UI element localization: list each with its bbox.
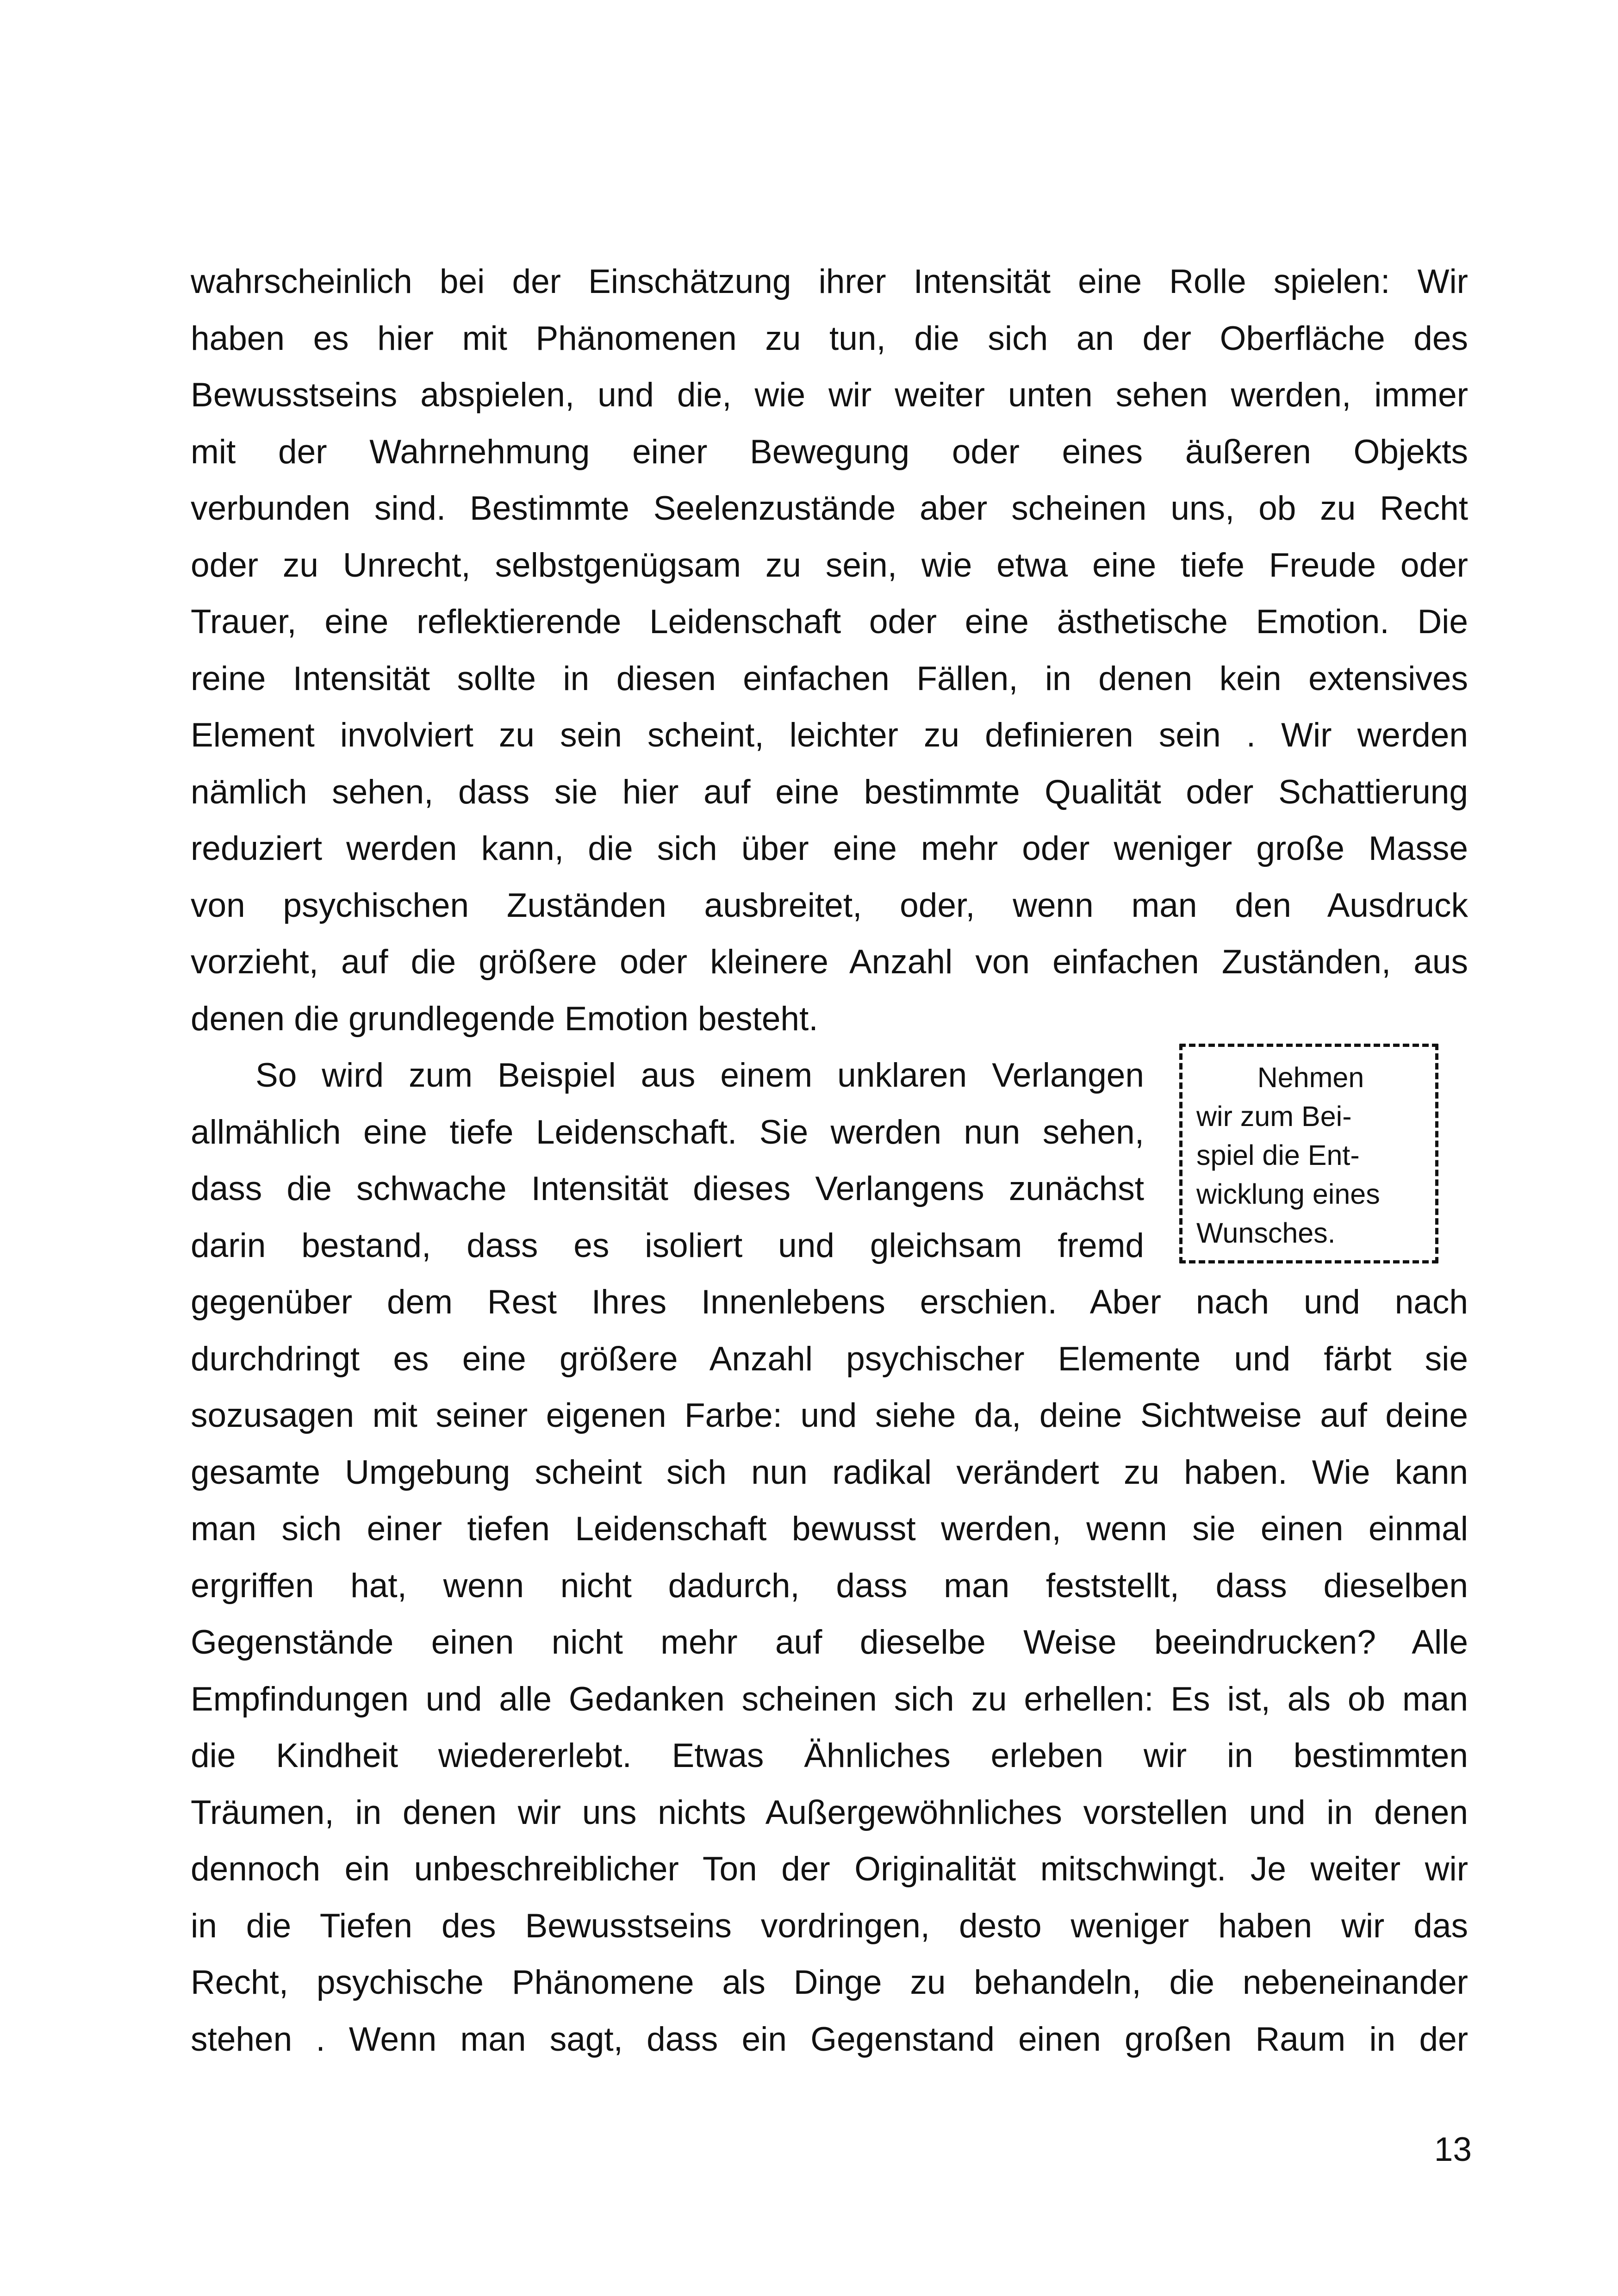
text-line: nämlich sehen, dass sie hier auf eine bestimmte Qualität oder Schattierung: [191, 773, 1468, 811]
text-line: gegenüber dem Rest Ihres Innenlebens erschien. Aber nach und nach: [191, 1283, 1468, 1321]
text-line: Trauer, eine reflektierende Leidenschaft oder eine ästhetische Emotion. Die: [191, 603, 1468, 641]
text-line: gesamte Umgebung scheint sich nun radikal verändert zu haben. Wie kann: [191, 1453, 1468, 1491]
text-line: wahrscheinlich bei der Einschätzung ihrer Intensität eine Rolle spielen: Wir: [191, 263, 1468, 300]
text-line: Bewusstseins abspielen, und die, wie wir weiter unten sehen werden, immer: [191, 376, 1468, 414]
text-line: oder zu Unrecht, selbstgenügsam zu sein, wie etwa eine tiefe Freude oder: [191, 546, 1468, 584]
text-line: stehen . Wenn man sagt, dass ein Gegenstand einen großen Raum in der: [191, 2020, 1468, 2058]
margin-note-line: spiel die Ent-: [1196, 1139, 1360, 1171]
text-line: Träumen, in denen wir uns nichts Außergewöhnliches vorstellen und in denen: [191, 1793, 1468, 1831]
margin-note-line: wir zum Bei-: [1196, 1101, 1352, 1132]
text-line: in die Tiefen des Bewusstseins vordringen, desto weniger haben wir das: [191, 1907, 1468, 1945]
text-line: So wird zum Beispiel aus einem unklaren Verlangen: [255, 1057, 1144, 1094]
text-line: darin bestand, dass es isoliert und gleichsam fremd: [191, 1226, 1144, 1264]
text-line: man sich einer tiefen Leidenschaft bewusst werden, wenn sie einen einmal: [191, 1510, 1468, 1548]
margin-note-box: [1179, 1044, 1438, 1263]
text-line: reine Intensität sollte in diesen einfachen Fällen, in denen kein extensives: [191, 660, 1468, 697]
margin-note-line: wicklung eines: [1196, 1178, 1380, 1210]
text-line: Empfindungen und alle Gedanken scheinen sich zu erhellen: Es ist, als ob man: [191, 1680, 1468, 1718]
text-line: allmählich eine tiefe Leidenschaft. Sie werden nun sehen,: [191, 1113, 1144, 1151]
margin-note-line: Wunsches.: [1196, 1217, 1336, 1249]
margin-note-line: Nehmen: [1257, 1062, 1364, 1093]
text-line: Gegenstände einen nicht mehr auf dieselbe Weise beeindrucken? Alle: [191, 1624, 1468, 1661]
text-line: Recht, psychische Phänomene als Dinge zu behandeln, die nebeneinander: [191, 1964, 1468, 2001]
text-line: sozusagen mit seiner eigenen Farbe: und siehe da, deine Sichtweise auf deine: [191, 1397, 1468, 1434]
page-number: 13: [1434, 2131, 1472, 2168]
text-line: Element involviert zu sein scheint, leichter zu definieren sein . Wir werden: [191, 716, 1468, 754]
text-line: verbunden sind. Bestimmte Seelenzustände aber scheinen uns, ob zu Recht: [191, 490, 1468, 527]
text-line: reduziert werden kann, die sich über eine mehr oder weniger große Masse: [191, 830, 1468, 867]
text-line: dennoch ein unbeschreiblicher Ton der Originalität mitschwingt. Je weiter wir: [191, 1850, 1468, 1888]
text-line: mit der Wahrnehmung einer Bewegung oder eines äußeren Objekts: [191, 433, 1468, 471]
text-line: durchdringt es eine größere Anzahl psychischer Elemente und färbt sie: [191, 1340, 1468, 1378]
text-line: vorzieht, auf die größere oder kleinere Anzahl von einfachen Zuständen, aus: [191, 943, 1468, 981]
text-line: von psychischen Zuständen ausbreitet, oder, wenn man den Ausdruck: [191, 886, 1468, 924]
text-line: ergriffen hat, wenn nicht dadurch, dass man feststellt, dass dieselben: [191, 1567, 1468, 1605]
text-line: die Kindheit wiedererlebt. Etwas Ähnliches erleben wir in bestimmten: [191, 1737, 1468, 1774]
text-line: haben es hier mit Phänomenen zu tun, die sich an der Oberfläche des: [191, 319, 1468, 357]
text-line: dass die schwache Intensität dieses Verlangens zunächst: [191, 1170, 1144, 1207]
text-line: denen die grundlegende Emotion besteht.: [191, 1000, 818, 1038]
